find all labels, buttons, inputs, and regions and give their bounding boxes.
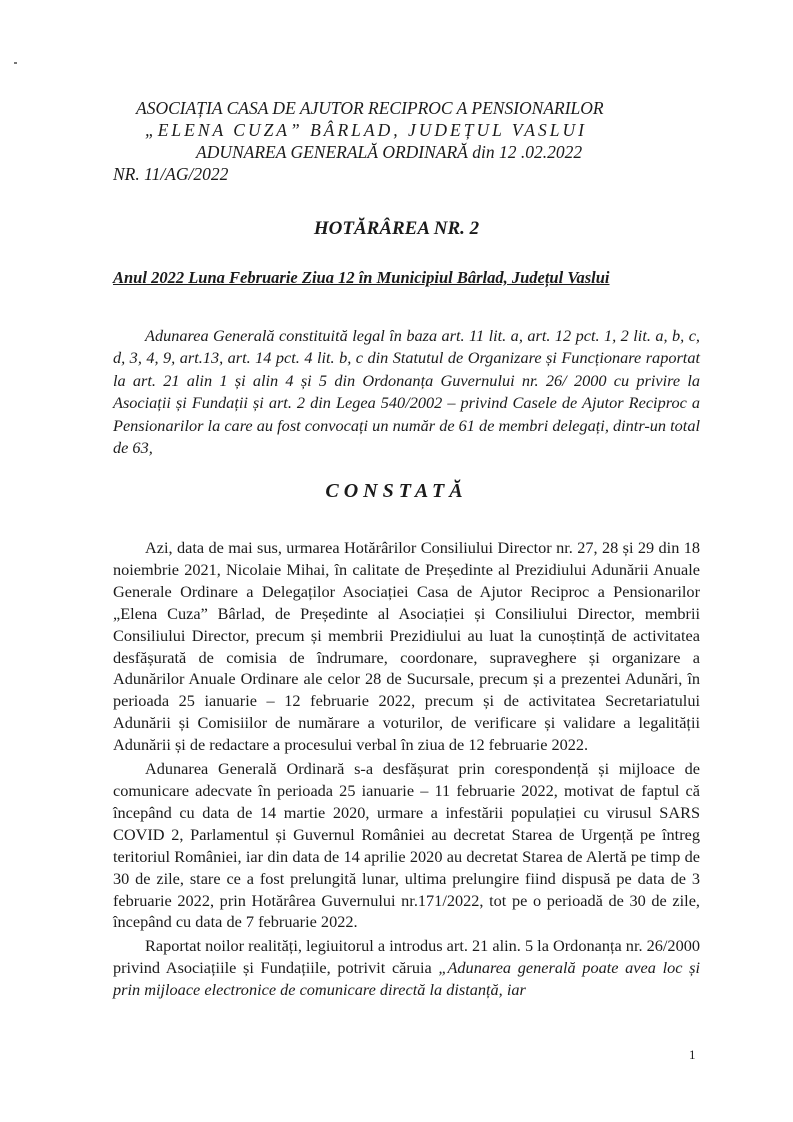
page-number: 1 (689, 1047, 696, 1062)
intro-paragraph (113, 325, 700, 459)
association-location: „ELENA CUZA” BÂRLAD, JUDEȚUL VASLUI (145, 120, 587, 140)
body-paragraph-1: Azi, data de mai sus, urmarea Hotărârilor Consiliului Director nr. 27, 28 și 29 din 18 noiembrie 2021, Nicolaie Mihai, în calitate de Președinte al Prezidiului Adunării Anuale Generale Ordinare a Delegaților Asociației Casa de Ajutor Reciproc a Pensionarilor „Elena Cuza” Bârlad, de Președinte al Asociației și Consiliului Director, membrii Consiliului Director, precum și membrii Prezidiului au luat la cunoștință de activitatea desfășurată de comisia de îndrumare, coordonare, supraveghere și organizare a Adunărilor Anuale Ordinare ale celor 28 de Sucursale, precum și a prezentei Adunări, în perioada 25 ianuarie – 12 februarie 2022, precum și de activitatea Secretariatului Adunării și Comisiilor de numărare a voturilor, de verificare și validare a legalității Adunării și de redactare a procesului verbal în ziua de 12 februarie 2022. (113, 538, 700, 755)
decision-title: HOTĂRÂREA NR. 2 (313, 218, 480, 239)
body-paragraph-2: Adunarea Generală Ordinară s-a desfășurat prin corespondență și mijloace de comunicare adecvate în perioada 25 ianuarie – 11 februarie 2022, motivat de faptul că începând cu data de 14 martie 2020, urmare a infestării populației cu virusul SARS COVID 2, Parlamentul și Guvernul României au decretat Starea de Urgență pe întreg teritoriul României, iar din data de 14 aprilie 2020 au decretat Starea de Alertă pe timp de 30 de zile, stare ce a fost prelungită lunar, ultima prelungire fiind dispusă pe data de 3 februarie 2022, prin Hotărârea Guvernului nr.171/2022, tot pe o perioadă de 30 de zile, începând cu data de 7 februarie 2022. (113, 759, 700, 932)
decision-date-location: Anul 2022 Luna Februarie Ziua 12 în Municipiul Bârlad, Județul Vaslui (113, 268, 610, 287)
scan-mark (14, 62, 17, 64)
body-text (113, 537, 700, 1003)
assembly-date: ADUNAREA GENERALĂ ORDINARĂ din 12 .02.2022 (196, 142, 583, 162)
body-paragraph-3-quote: „Adunarea generală poate avea loc și prin mijloace electronice de comunicare directă la distanță, iar (113, 958, 700, 1000)
body-paragraph-3 (113, 935, 700, 1001)
document-header (0, 97, 793, 185)
intro-text: Adunarea Generală constituită legal în baza art. 11 lit. a, art. 12 pct. 1, 2 lit. a, b, c, d, 3, 4, 9, art.13, art. 14 pct. 4 lit. b, c din Statutul de Organizare și Funcționare raportat la art. 21 alin 1 și alin 4 și 5 din Ordonanța Guvernului nr. 26/ 2000 cu privire la Asociații și Fundații și art. 2 din Legea 540/2002 – privind Casele de Ajutor Reciproc a Pensionarilor la care au fost convocați un număr de 61 de membri delegați, dintr-un total de 63, (113, 326, 700, 458)
association-name: ASOCIAȚIA CASA DE AJUTOR RECIPROC A PENSIONARILOR (136, 98, 604, 118)
body-paragraph-3-text: Raportat noilor realități, legiuitorul a introdus art. 21 alin. 5 la Ordonanța nr. 26/2000 privind Asociațiile și Fundațiile, potrivit căruia (113, 936, 700, 978)
document-number: NR. 11/AG/2022 (113, 164, 229, 184)
section-title: CONSTATĂ (325, 480, 468, 502)
